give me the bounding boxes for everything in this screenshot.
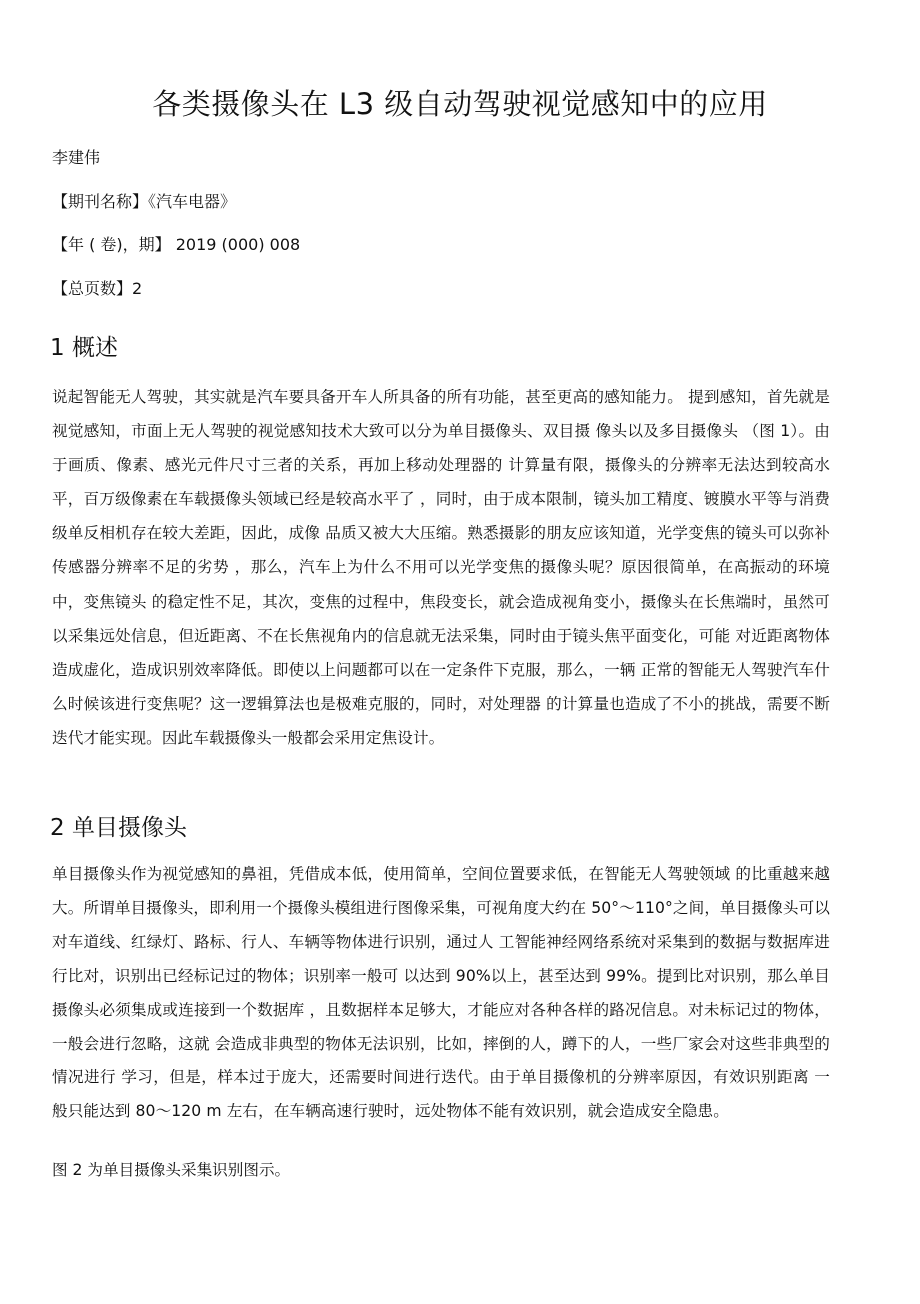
section-body-mono-camera: 单目摄像头作为视觉感知的鼻祖，凭借成本低，使用简单，空间位置要求低，在智能无人驾驶领域 的比重越来越大。所谓单目摄像头，即利用一个摄像头模组进行图像采集，可视角度大约在 50°～110°之间，单目摄像头可以对车道线、红绿灯、路标、行人、车辆等物体进行识别，通过人 工智能神经网络系统对采集到的数据与数据库进行比对，识别出已经标记过的物体；识别率一般可 以达到 90%以上，甚至达到 99%。提到比对识别，那么单目摄像头必须集成或连接到一个数据库 ，且数据样本足够大，才能应对各种各样的路况信息。对未标记过的物体，一般会进行忽略，这就 会造成非典型的物体无法识别，比如，摔倒的人，蹲下的人，一些厂家会对这些非典型的情况进行 学习，但是，样本过于庞大，还需要时间进行迭代。由于单目摄像机的分辨率原因，有效识别距离 一般只能达到 80～120 m 左右，在车辆高速行驶时，远处物体不能有效识别，就会造成安全隐患。	[52, 865, 830, 1121]
volume-issue: 【年 ( 卷)，期】 2019 (000) 008	[52, 235, 301, 254]
figure-caption: 图 2 为单目摄像头采集识别图示。	[52, 1161, 291, 1179]
journal-name: 【期刊名称】《汽车电器》	[52, 192, 237, 211]
section-heading-mono-camera: 2 单目摄像头	[50, 815, 187, 841]
section-heading-overview: 1 概述	[50, 335, 118, 361]
section-body-overview: 说起智能无人驾驶，其实就是汽车要具备开车人所具备的所有功能，甚至更高的感知能力。 提到感知，首先就是视觉感知，市面上无人驾驶的视觉感知技术大致可以分为单目摄像头、双目摄 像头以及多目摄像头 （图 1）。由于画质、像素、感光元件尺寸三者的关系，再加上移动处理器的 计算量有限，摄像头的分辨率无法达到较高水平，百万级像素在车载摄像头领域已经是较高水平了 ，同时，由于成本限制，镜头加工精度、镀膜水平等与消费级单反相机存在较大差距，因此，成像 品质又被大大压缩。熟悉摄影的朋友应该知道，光学变焦的镜头可以弥补传感器分辨率不足的劣势 ，那么，汽车上为什么不用可以光学变焦的摄像头呢？原因很简单，在高振动的环境中，变焦镜头 的稳定性不足，其次，变焦的过程中，焦段变长，就会造成视角变小，摄像头在长焦端时，虽然可 以采集远处信息，但近距离、不在长焦视角内的信息就无法采集，同时由于镜头焦平面变化，可能 对近距离物体造成虚化，造成识别效率降低。即使以上问题都可以在一定条件下克服，那么，一辆 正常的智能无人驾驶汽车什么时候该进行变焦呢？这一逻辑算法也是极难克服的，同时，对处理器 的计算量也造成了不小的挑战，需要不断迭代才能实现。因此车载摄像头一般都会采用定焦设计。	[52, 388, 830, 747]
document-title: 各类摄像头在 L3 级自动驾驶视觉感知中的应用	[152, 87, 768, 121]
author-name: 李建伟	[52, 148, 101, 167]
total-pages: 【总页数】2	[52, 279, 143, 298]
